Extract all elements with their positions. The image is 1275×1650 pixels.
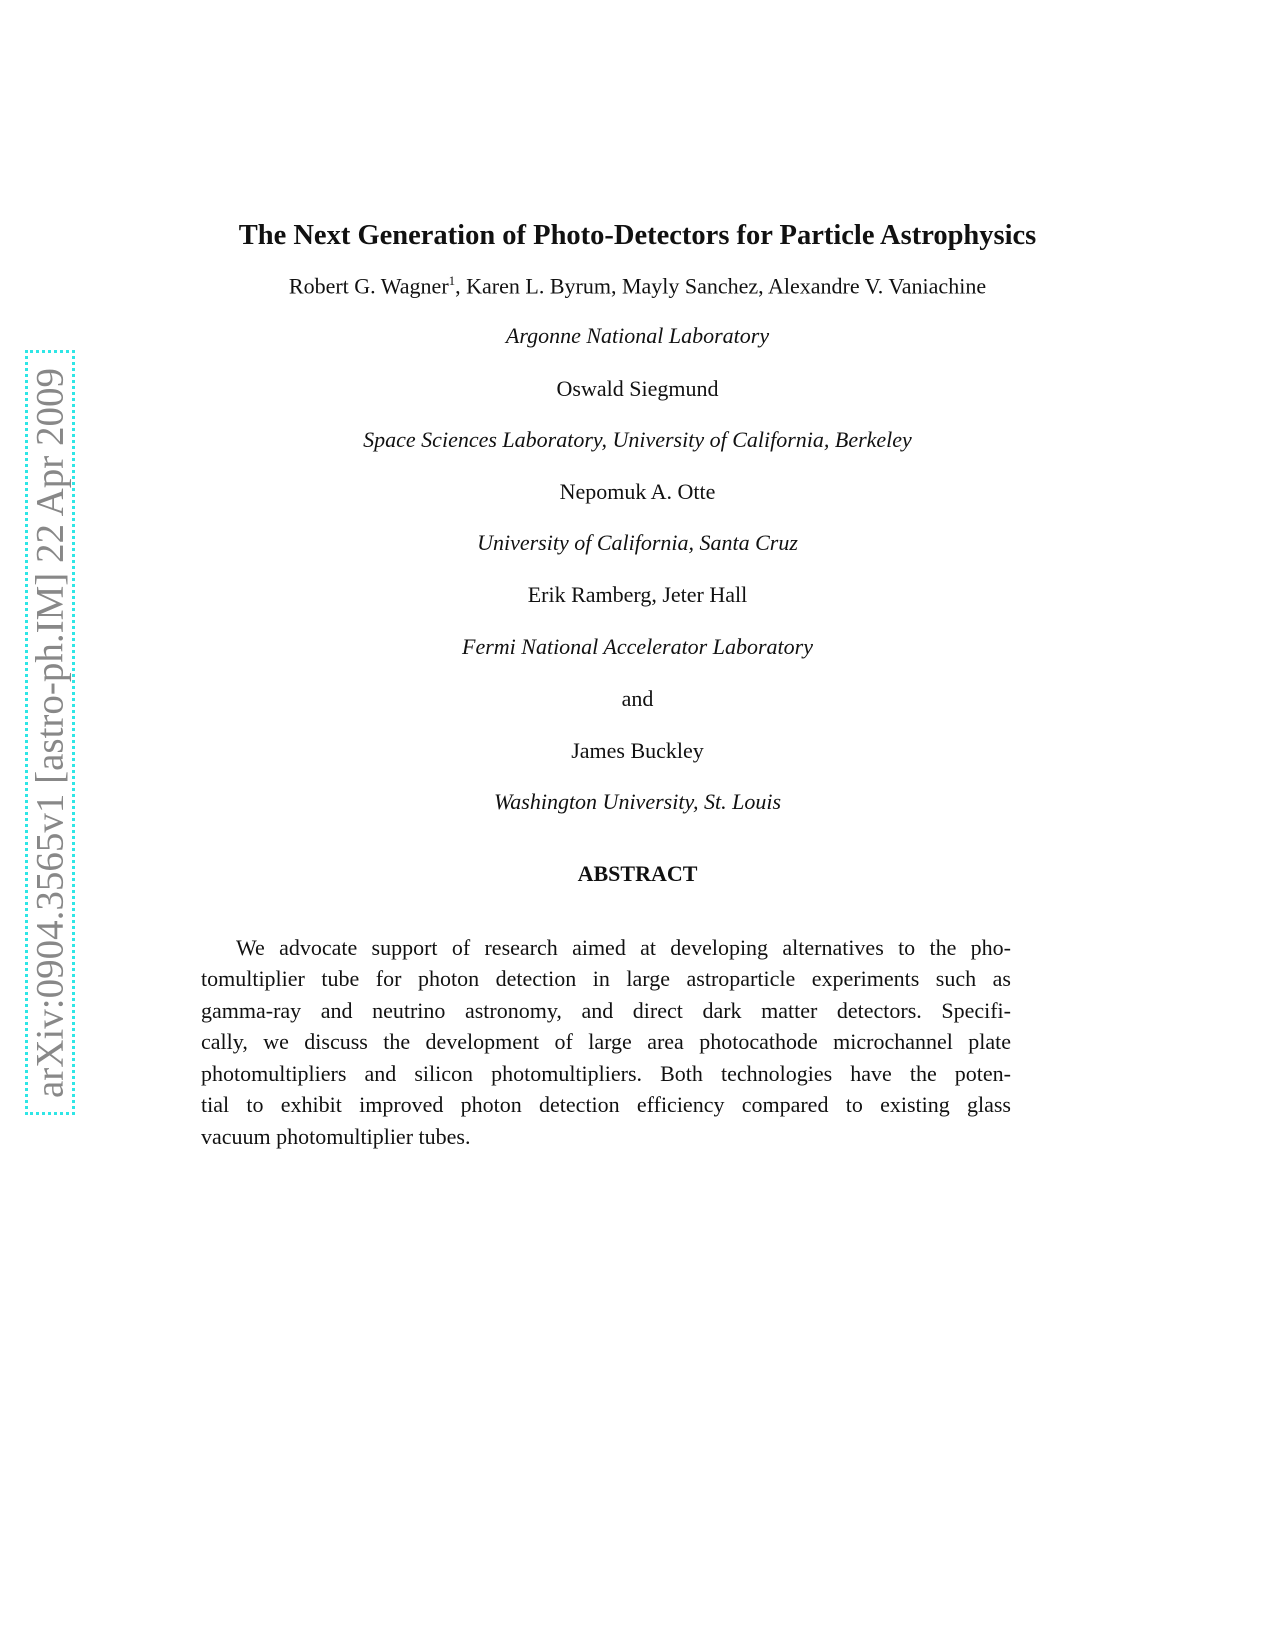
affiliation: Space Sciences Laboratory, University of California, Berkeley: [363, 427, 912, 452]
abstract-line: photomultipliers and silicon photomultipliers. Both technologies have the poten-: [201, 1061, 1011, 1086]
abstract-heading: ABSTRACT: [577, 861, 698, 886]
abstract-line: We advocate support of research aimed at developing alternatives to the pho-: [236, 935, 1011, 960]
arxiv-stamp: [25, 350, 75, 1115]
author-line: Erik Ramberg, Jeter Hall: [527, 582, 748, 607]
abstract-line: tomultiplier tube for photon detection in large astroparticle experiments such as: [201, 966, 1011, 991]
author-line: Oswald Siegmund: [556, 376, 719, 401]
abstract-line: tial to exhibit improved photon detection efficiency compared to existing glass: [201, 1092, 1011, 1117]
affiliation: Washington University, St. Louis: [493, 789, 782, 814]
arxiv-id: arXiv:0904.3565v1 [astro-ph.IM] 22 Apr 2009: [28, 367, 72, 1098]
abstract-line: cally, we discuss the development of large area photocathode microchannel plate: [201, 1029, 1011, 1054]
affiliation: Argonne National Laboratory: [505, 323, 770, 348]
author-name: Robert G. Wagner: [288, 273, 449, 299]
author-line: [0, 273, 1275, 299]
affiliation: University of California, Santa Cruz: [477, 530, 798, 555]
paper-title: The Next Generation of Photo-Detectors for Particle Astrophysics: [238, 220, 1037, 251]
author-line: James Buckley: [571, 738, 704, 763]
affiliation: Fermi National Accelerator Laboratory: [462, 634, 813, 659]
footnote-mark: 1: [448, 273, 456, 288]
author-line: Nepomuk A. Otte: [559, 479, 716, 504]
abstract-line: vacuum photomultiplier tubes.: [201, 1124, 471, 1149]
author-names: , Karen L. Byrum, Mayly Sanchez, Alexandre V. Vaniachine: [455, 273, 987, 299]
abstract-line: gamma-ray and neutrino astronomy, and direct dark matter detectors. Specifi-: [201, 998, 1011, 1023]
and-separator: and: [621, 686, 654, 711]
